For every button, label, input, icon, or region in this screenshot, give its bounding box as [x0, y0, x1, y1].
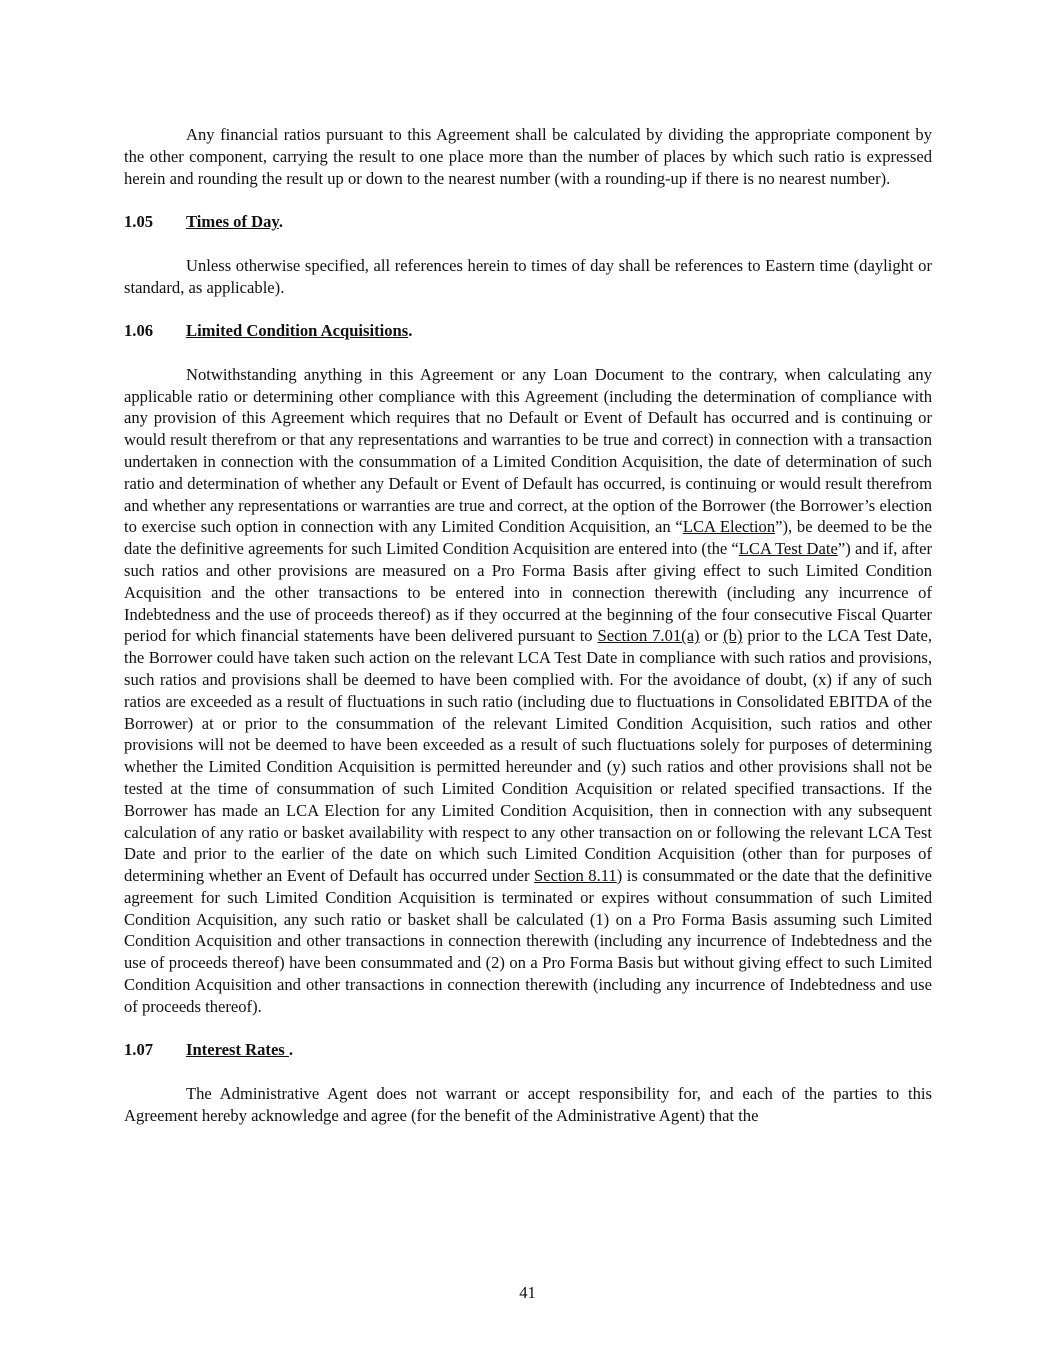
intro-paragraph: Any financial ratios pursuant to this Agreement shall be calculated by dividing the appropriate component by the other component, carrying the result to one place more than the number of places by which such ratio is expressed herein and rounding the result up or down to the nearest number (with a rounding-up if there is no nearest number). — [124, 125, 932, 188]
section-title: Interest Rates — [186, 1040, 289, 1060]
defined-term-lca-election: LCA Election — [682, 517, 776, 537]
section-1-06-body — [124, 364, 932, 1018]
body-text: ”) and if, after such ratios and other provisions are measured on a Pro Forma Basis after giving effect to such Limited Condition Acquisition and the other transactions to be entered into in connection therewith (including any incurrence of Indebtedness and the use of proceeds thereof) as if they occurred at the beginning of the four consecutive Fiscal Quarter period for which financial statements have been delivered pursuant to — [124, 539, 932, 646]
body-text: ”), be deemed to be the date the definitive agreements for such Limited Condition Acquisition are entered into (the “ — [124, 517, 932, 559]
section-reference-b: (b) — [723, 626, 743, 646]
body-text: prior to the LCA Test Date, the Borrower could have taken such action on the relevant LCA Test Date in compliance with such ratios and provisions, such ratios and provisions shall be deemed to have been complied with. For the avoidance of doubt, (x) if any of such ratios are exceeded as a result of fluctuations in such ratio (including due to fluctuations in Consolidated EBITDA of the Borrower) at or prior to the consummation of the relevant Limited Condition Acquisition, such ratios and other provisions will not be deemed to have been exceeded as a result of such fluctuations solely for purposes of determining whether the Limited Condition Acquisition is permitted hereunder and (y) such ratios and other provisions shall not be tested at the time of consummation of such Limited Condition Acquisition or related specified transactions. If the Borrower has made an LCA Election for any Limited Condition Acquisition, then in connection with any subsequent calculation of any ratio or basket availability with respect to any other transaction on or following the relevant LCA Test Date and prior to the earlier of the date on which such Limited Condition Acquisition (other than for purposes of determining whether an Event of Default has occurred under — [124, 626, 932, 886]
body-text: or — [699, 626, 724, 646]
section-title-suffix: . — [278, 212, 283, 232]
section-reference-7-01a: Section 7.01(a) — [597, 626, 700, 646]
section-1-05-body: Unless otherwise specified, all references herein to times of day shall be references to Eastern time (daylight or standard, as applicable). — [124, 255, 932, 297]
page-number: 41 — [519, 1283, 536, 1302]
section-title-suffix: . — [408, 321, 413, 341]
section-title: Limited Condition Acquisitions — [186, 321, 409, 341]
defined-term-lca-test-date: LCA Test Date — [738, 539, 838, 559]
section-number: 1.05 — [124, 212, 154, 232]
section-number: 1.07 — [124, 1040, 154, 1060]
section-title: Times of Day — [186, 212, 279, 232]
body-text: Notwithstanding anything in this Agreement or any Loan Document to the contrary, when calculating any applicable ratio or determining other compliance with this Agreement (including the determination of compliance with any provision of this Agreement which requires that no Default or Event of Default has occurred and is continuing or would result therefrom or that any representations and warranties to be true and correct) in connection with a transaction undertaken in connection with the consummation of a Limited Condition Acquisition, the date of determination of such ratio and determination of whether any Default or Event of Default has occurred, is continuing or would result therefrom and whether any representations or warranties are true and correct, at the option of the Borrower (the Borrower’s election to exercise such option in connection with any Limited Condition Acquisition, an “ — [124, 364, 932, 537]
body-text: ) is consummated or the date that the definitive agreement for such Limited Condition Acquisition is terminated or expires without consummation of such Limited Condition Acquisition, any such ratio or basket shall be calculated (1) on a Pro Forma Basis assuming such Limited Condition Acquisition and other transactions in connection therewith (including any incurrence of Indebtedness and the use of proceeds thereof) have been consummated and (2) on a Pro Forma Basis but without giving effect to such Limited Condition Acquisition and other transactions in connection therewith (including any incurrence of Indebtedness and use of proceeds thereof). — [124, 866, 932, 1016]
section-heading-1-05 — [124, 211, 932, 233]
document-page — [124, 124, 932, 1127]
section-number: 1.06 — [124, 321, 154, 341]
section-heading-1-06 — [124, 320, 932, 342]
section-heading-1-07 — [124, 1039, 932, 1061]
section-title-suffix: . — [288, 1040, 294, 1060]
section-reference-8-11: Section 8.11 — [534, 866, 617, 886]
section-1-07-body: The Administrative Agent does not warrant or accept responsibility for, and each of the parties to this Agreement hereby acknowledge and agree (for the benefit of the Administrative Agent) that the — [124, 1084, 932, 1125]
